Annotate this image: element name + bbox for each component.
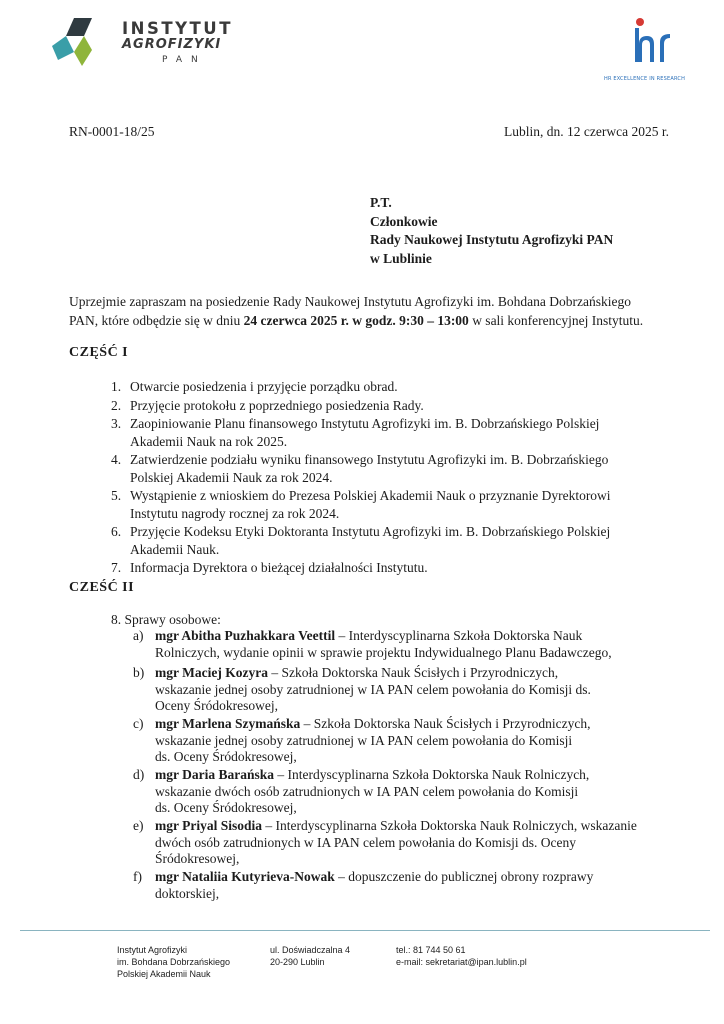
hr-excellence-logo [604,14,714,82]
list-item [111,559,671,577]
footer-text: Instytut Agrofizyki [117,945,188,955]
person-name: mgr Daria Barańska [155,767,275,782]
item-text: Polskiej Akademii Nauk za rok 2024. [130,469,333,485]
item-text: Zaopiniowanie Planu finansowego Instytutu Agrofizyki im. B. Dobrzańskiego Polskiej [130,416,600,431]
subitem-text: Śródokresowej, [155,851,240,866]
institute-logo [52,14,262,74]
logo-text-line3: PAN [162,55,207,65]
footer-text: im. Bohdana Dobrzańskiego [117,957,231,967]
subitem-text: wskazanie jednej osoby zatrudnionej w IA PAN celem powołania do Komisji [155,732,573,748]
item-text: Zatwierdzenie podziału wyniku finansowego Instytutu Agrofizyki im. B. Dobrzańskiego [130,452,609,467]
item-number: 4. [111,452,122,467]
person-name: mgr Maciej Kozyra [155,665,268,680]
addressee-line: Rady Naukowej Instytutu Agrofizyki PAN [370,232,614,247]
addressee-line: Członkowie [370,213,438,229]
subitem-letter: f) [133,869,142,884]
item-text: Wystąpienie z wnioskiem do Prezesa Polskiej Akademii Nauk o przyznanie Dyrektorowi [130,488,611,503]
subitem-line [155,818,663,835]
subitem-line [155,628,663,645]
addressee-line: P.T. [370,195,392,210]
subitem-text: – Interdyscyplinarna Szkoła Doktorska Nauk [335,628,583,643]
list-item [111,378,671,396]
intro-text: PAN, które odbędzie się w dniu [69,312,244,328]
logo-text-line1: INSTYTUT [122,19,233,38]
agenda-part1-list [111,378,671,578]
person-name: mgr Marlena Szymańska [155,716,301,731]
person-name: mgr Priyal Sisodia [155,818,263,833]
list-item [111,523,671,558]
subitem-letter: e) [133,818,144,833]
footer-contact [396,944,527,968]
part2-heading: CZEŚĆ II [69,580,135,595]
footer-address [270,944,350,968]
intro-line [69,312,679,331]
hr-logo-icon [630,14,690,72]
footer-text: Polskiej Akademii Nauk [117,969,211,979]
subitem-text: dwóch osób zatrudnionych w IA PAN celem powołania do Komisji ds. Oceny [155,834,576,850]
subitem-text: Oceny Śródokresowej, [155,698,278,713]
subitem-line [155,767,663,784]
subitem-text: – dopuszczenie do publicznej obrony rozprawy [334,869,594,884]
item-text: Przyjęcie protokołu z poprzedniego posiedzenia Rady. [130,397,424,413]
subitem-letter: a) [133,628,144,643]
addressee-block [370,194,613,268]
subitem-letter: d) [133,767,145,782]
footer-institute [117,944,230,980]
subitem-line [155,869,663,886]
footer-phone: tel.: 81 744 50 61 [396,945,466,955]
subitem-letter: b) [133,665,145,680]
footer-text: 20-290 Lublin [270,957,325,967]
hr-caption: HR EXCELLENCE IN RESEARCH [604,76,686,82]
footer-divider [20,930,710,931]
subitem-text: Rolniczych, wydanie opinii w sprawie projektu Indywidualnego Planu Badawczego, [155,644,612,660]
subitem-text: wskazanie dwóch osób zatrudnionych w IA PAN celem powołania do Komisji [155,783,579,799]
person-name: mgr Abitha Puzhakkara Veettil [155,628,336,643]
footer-email: e-mail: sekretariat@ipan.lublin.pl [396,957,527,967]
subitem-text: – Interdyscyplinarna Szkoła Doktorska Nauk Rolniczych, wskazanie [262,818,637,833]
list-item [111,397,671,415]
list-item [111,451,671,486]
subitem-line [155,716,663,733]
item-number: 7. [111,560,122,575]
place-date: Lublin, dn. 12 czerwca 2025 r. [504,124,669,139]
item-text: Informacja Dyrektora o bieżącej działalności Instytutu. [130,560,428,575]
list-item [111,415,671,450]
intro-text: w sali konferencyjnej Instytutu. [468,312,644,328]
subitem-text: – Interdyscyplinarna Szkoła Doktorska Nauk Rolniczych, [274,767,590,782]
subitem-text: wskazanie jednej osoby zatrudnionej w IA PAN celem powołania do Komisji ds. [155,681,591,697]
invitation-paragraph [69,293,679,330]
subitem-text: ds. Oceny Śródokresowej, [155,800,297,815]
addressee-line: w Lublinie [370,250,432,266]
logo-text-line2: AGROFIZYKI [122,37,222,52]
subitem-text: ds. Oceny Śródokresowej, [155,749,297,764]
item-text: Otwarcie posiedzenia i przyjęcie porządku obrad. [130,379,398,394]
item-number: 1. [111,379,122,394]
item-text: Instytutu nagrody rocznej za rok 2024. [130,505,340,521]
person-name: mgr Nataliia Kutyrieva-Nowak [155,869,335,884]
item-text: Akademii Nauk. [130,541,220,557]
item-number: 6. [111,524,122,539]
part1-heading: CZĘŚĆ I [69,345,129,360]
intro-line: Uprzejmie zapraszam na posiedzenie Rady Naukowej Instytutu Agrofizyki im. Bohdana Dobrzańskiego [69,294,631,309]
meeting-date-time: 24 czerwca 2025 r. w godz. 9:30 – 13:00 [243,312,469,328]
item-text: Przyjęcie Kodeksu Etyki Doktoranta Instytutu Agrofizyki im. B. Dobrzańskiego Polskiej [130,524,611,539]
item-number: 3. [111,416,122,431]
document-reference: RN-0001-18/25 [69,124,155,139]
subitem-text: doktorskiej, [155,885,220,901]
subitem-line [155,665,663,682]
item-number: 2. [111,397,122,413]
subitem-text: – Szkoła Doktorska Nauk Ścisłych i Przyrodniczych, [267,665,559,680]
item-number: 5. [111,488,122,503]
subitem-text: – Szkoła Doktorska Nauk Ścisłych i Przyrodniczych, [300,716,591,731]
item-8-personnel: 8. Sprawy osobowe: [111,612,221,627]
list-item [111,487,671,522]
item-text: Akademii Nauk na rok 2025. [130,433,288,449]
institute-logo-mark-icon [52,14,112,74]
footer-text: ul. Doświadczalna 4 [270,945,351,955]
subitem-letter: c) [133,716,144,731]
